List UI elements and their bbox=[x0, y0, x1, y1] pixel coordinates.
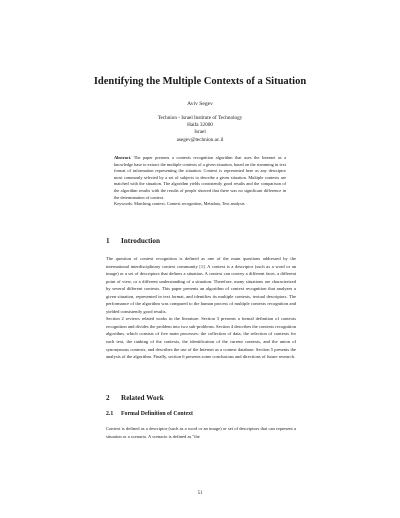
author-affiliation bbox=[0, 115, 400, 144]
subsection-number: 2.1 bbox=[106, 411, 114, 417]
section-title: Related Work bbox=[121, 394, 164, 402]
introduction-body bbox=[106, 255, 296, 361]
paragraph: The question of context recognition is defined as one of the main questions addressed by the international interdisciplinary context community [1]. A context is a descriptor (such as a word or an image) or a set of descriptors that defines a situation. A context can convey a different facet, a different point of view, or a different understanding of a situation. Therefore, many situations are characterized by several different contexts. This paper presents an algorithm of context recognition that analyzes a given situation, represented in text format, and identifies its multiple contexts, textual descriptors. The performance of the algorithm was compared to the human process of multiple contexts recognition and yielded consistently good results. bbox=[106, 256, 296, 314]
section-heading-related-work bbox=[106, 394, 164, 402]
affiliation-country: Israel bbox=[194, 129, 206, 136]
affiliation-institution: Technion - Israel Institute of Technology bbox=[157, 115, 243, 121]
paragraph: Section 2 reviews related works in the literature. Section 3 presents a formal definition of contexts recognition and divides the problem into two sub-problems. Section 4 describes the contexts recognition algorithm, which consists of five main processes: the collection of data, the selection of contexts for each text, the ranking of the contexts, the identification of the current contexts, and the union of synonymous contexts, and describes the use of the Internet as a context database. Section 5 presents the analysis of the algorithm. Finally, section 6 presents some conclusions and directions of future research. bbox=[106, 316, 296, 360]
keywords: Keywords: Matching context, Context recognition, Metadata, Text analysis bbox=[114, 201, 245, 207]
page-number: 51 bbox=[197, 491, 203, 496]
subsection-title: Formal Definition of Context bbox=[121, 411, 193, 417]
section-title: Introduction bbox=[121, 237, 161, 245]
abstract-text: The paper presents a contexts recognition algorithm that uses the Internet as a knowledge base to extract the multiple contexts of a given situation, based on the streaming in text format of information representing the situation. Context is represented here as any descriptor most commonly selected by a set of subjects to describe a given situation. Multiple contexts are matched with the situation. The algorithm yields consistently good results and the comparison of the algorithm results with the results of people showed that there was no significant difference in the determination of context. bbox=[114, 155, 287, 200]
paper-title: Identifying the Multiple Contexts of a Situation bbox=[93, 76, 307, 87]
abstract-label: Abstract. bbox=[114, 155, 132, 160]
section-heading-introduction bbox=[106, 237, 160, 245]
paragraph: Context is defined as a descriptor (such as a word or an image) or set of descriptors that can represent a situation or a scenario. A scenario is defined as "the bbox=[106, 426, 296, 439]
affiliation-email: asegev@technion.ac.il bbox=[176, 136, 224, 143]
author-name: Aviv Segev bbox=[187, 101, 213, 107]
affiliation-city: Haifa 32000 bbox=[187, 122, 213, 129]
section-number: 2 bbox=[106, 394, 110, 402]
subsection-body bbox=[106, 425, 296, 440]
abstract-block bbox=[114, 155, 286, 208]
subsection-heading bbox=[106, 411, 193, 417]
section-number: 1 bbox=[106, 237, 110, 245]
